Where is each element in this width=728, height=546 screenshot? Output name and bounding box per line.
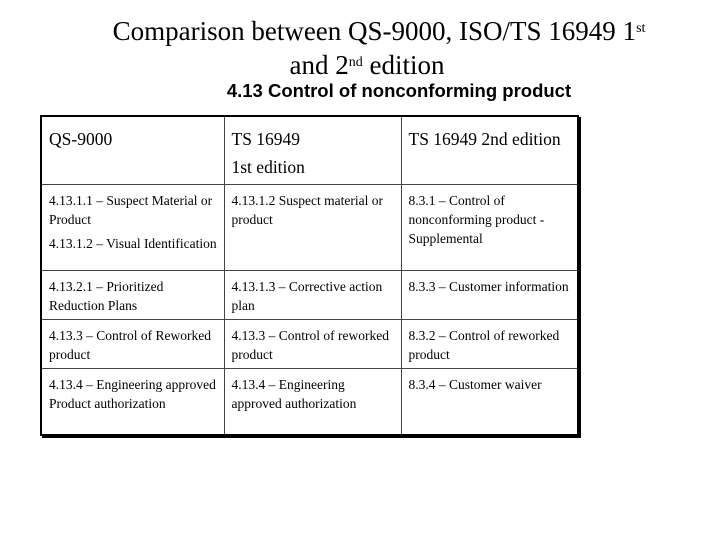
- title-line-1-text: Comparison between QS-9000, ISO/TS 16949 1: [112, 16, 637, 46]
- header-cell-ts16949-1st: [224, 116, 401, 185]
- table-row: [41, 271, 578, 320]
- comparison-table: [40, 115, 579, 436]
- cell-text: 4.13.1.3 – Corrective action plan: [231, 279, 383, 313]
- title-line-2: [0, 48, 728, 82]
- title-line-2-suffix: edition: [362, 50, 445, 80]
- table-header-row: [41, 116, 578, 185]
- table-cell: [41, 369, 224, 435]
- cell-text: 8.3.3 – Customer information: [408, 279, 569, 294]
- table-row: [41, 185, 578, 271]
- header-text: 1st edition: [231, 157, 305, 177]
- title-line-2-superscript: nd: [348, 55, 363, 70]
- cell-text: 4.13.1.1 – Suspect Material or Product: [49, 193, 213, 227]
- cell-text: 4.13.3 – Control of Reworked product: [49, 328, 211, 362]
- table-row: [41, 320, 578, 369]
- header-cell-qs9000: [41, 116, 224, 185]
- title-line-1: [0, 14, 728, 48]
- header-text: TS 16949 2nd edition: [408, 129, 561, 149]
- table-cell: [224, 369, 401, 435]
- table-cell: [41, 271, 224, 320]
- table-cell: [401, 185, 578, 271]
- table-cell: [401, 369, 578, 435]
- header-text: TS 16949: [231, 129, 301, 149]
- cell-text: 4.13.1.2 – Visual Identification: [49, 236, 217, 251]
- section-subtitle: 4.13 Control of nonconforming product: [226, 80, 572, 101]
- table-cell: [224, 320, 401, 369]
- title-line-1-superscript: st: [636, 21, 646, 36]
- cell-text: 4.13.1.2 Suspect material or product: [231, 193, 383, 227]
- table-cell: [224, 271, 401, 320]
- cell-text: 8.3.2 – Control of reworked product: [408, 328, 560, 362]
- title-line-2-prefix: and 2: [289, 50, 349, 80]
- table-cell: [401, 320, 578, 369]
- cell-text: 8.3.1 – Control of nonconforming product - Supplemental: [408, 193, 545, 246]
- cell-text: 4.13.4 – Engineering approved Product authorization: [49, 377, 216, 411]
- slide-title: [0, 14, 728, 82]
- table-cell: [41, 185, 224, 271]
- table-cell: [224, 185, 401, 271]
- header-text: QS-9000: [49, 129, 113, 149]
- table-cell: [41, 320, 224, 369]
- table-row: [41, 369, 578, 435]
- cell-text: 4.13.2.1 – Prioritized Reduction Plans: [49, 279, 164, 313]
- cell-text: 8.3.4 – Customer waiver: [408, 377, 542, 392]
- table-cell: [401, 271, 578, 320]
- cell-text: 4.13.3 – Control of reworked product: [231, 328, 389, 362]
- cell-text: 4.13.4 – Engineering approved authorization: [231, 377, 357, 411]
- header-cell-ts16949-2nd: [401, 116, 578, 185]
